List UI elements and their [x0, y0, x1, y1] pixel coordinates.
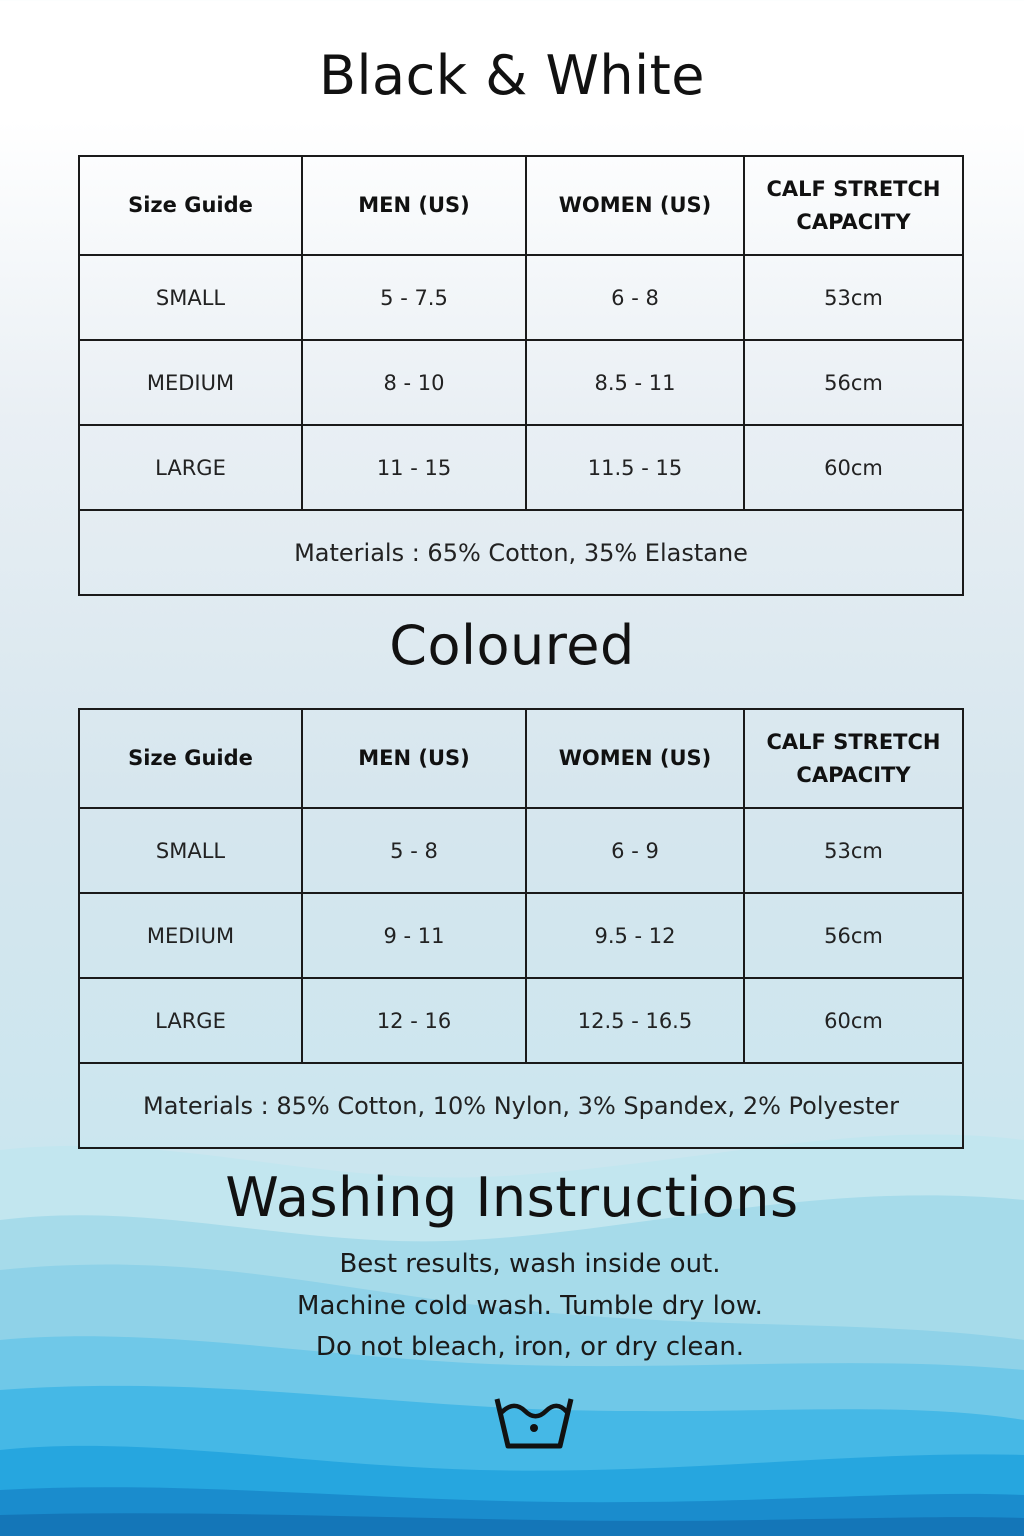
calf-cell: 56cm [744, 893, 963, 978]
header-men-us: MEN (US) [302, 156, 526, 255]
wash-cold-icon [494, 1396, 574, 1450]
women-cell: 6 - 9 [526, 808, 744, 893]
calf-cell: 60cm [744, 425, 963, 510]
coloured-title: Coloured [389, 614, 635, 677]
black-white-size-table [78, 155, 964, 596]
men-cell: 9 - 11 [302, 893, 526, 978]
size-cell: LARGE [79, 978, 302, 1063]
calf-cell: 53cm [744, 808, 963, 893]
men-cell: 8 - 10 [302, 340, 526, 425]
table-header-row [79, 156, 963, 255]
men-cell: 5 - 7.5 [302, 255, 526, 340]
wash-line: Do not bleach, iron, or dry clean. [315, 1332, 745, 1362]
table-header-row [79, 709, 963, 808]
calf-cell: 53cm [744, 255, 963, 340]
women-cell: 12.5 - 16.5 [526, 978, 744, 1063]
women-cell: 11.5 - 15 [526, 425, 744, 510]
header-size-guide: Size Guide [79, 709, 302, 808]
black-white-title: Black & White [318, 44, 706, 107]
table-row [79, 340, 963, 425]
size-cell: MEDIUM [79, 893, 302, 978]
women-cell: 6 - 8 [526, 255, 744, 340]
men-cell: 5 - 8 [302, 808, 526, 893]
size-cell: LARGE [79, 425, 302, 510]
table-row [79, 893, 963, 978]
materials-row [79, 510, 963, 595]
header-calf-stretch: CALF STRETCH CAPACITY [744, 156, 963, 255]
header-calf-stretch: CALF STRETCH CAPACITY [744, 709, 963, 808]
size-cell: SMALL [79, 808, 302, 893]
washing-instructions-text [0, 1244, 1024, 1369]
materials-row [79, 1063, 963, 1148]
calf-cell: 60cm [744, 978, 963, 1063]
table-row [79, 425, 963, 510]
table-row [79, 255, 963, 340]
wash-line: Machine cold wash. Tumble dry low. [297, 1290, 763, 1321]
wash-line: Best results, wash inside out. [339, 1249, 721, 1279]
materials-text: Materials : 65% Cotton, 35% Elastane [79, 510, 963, 595]
header-women-us: WOMEN (US) [526, 156, 744, 255]
table-row [79, 978, 963, 1063]
calf-cell: 56cm [744, 340, 963, 425]
header-men-us: MEN (US) [302, 709, 526, 808]
men-cell: 12 - 16 [302, 978, 526, 1063]
women-cell: 8.5 - 11 [526, 340, 744, 425]
header-size-guide: Size Guide [79, 156, 302, 255]
materials-text: Materials : 85% Cotton, 10% Nylon, 3% Spandex, 2% Polyester [79, 1063, 963, 1148]
women-cell: 9.5 - 12 [526, 893, 744, 978]
size-cell: MEDIUM [79, 340, 302, 425]
coloured-size-table [78, 708, 964, 1149]
washing-instructions-title: Washing Instructions [225, 1166, 799, 1229]
header-women-us: WOMEN (US) [526, 709, 744, 808]
size-cell: SMALL [79, 255, 302, 340]
men-cell: 11 - 15 [302, 425, 526, 510]
table-row [79, 808, 963, 893]
